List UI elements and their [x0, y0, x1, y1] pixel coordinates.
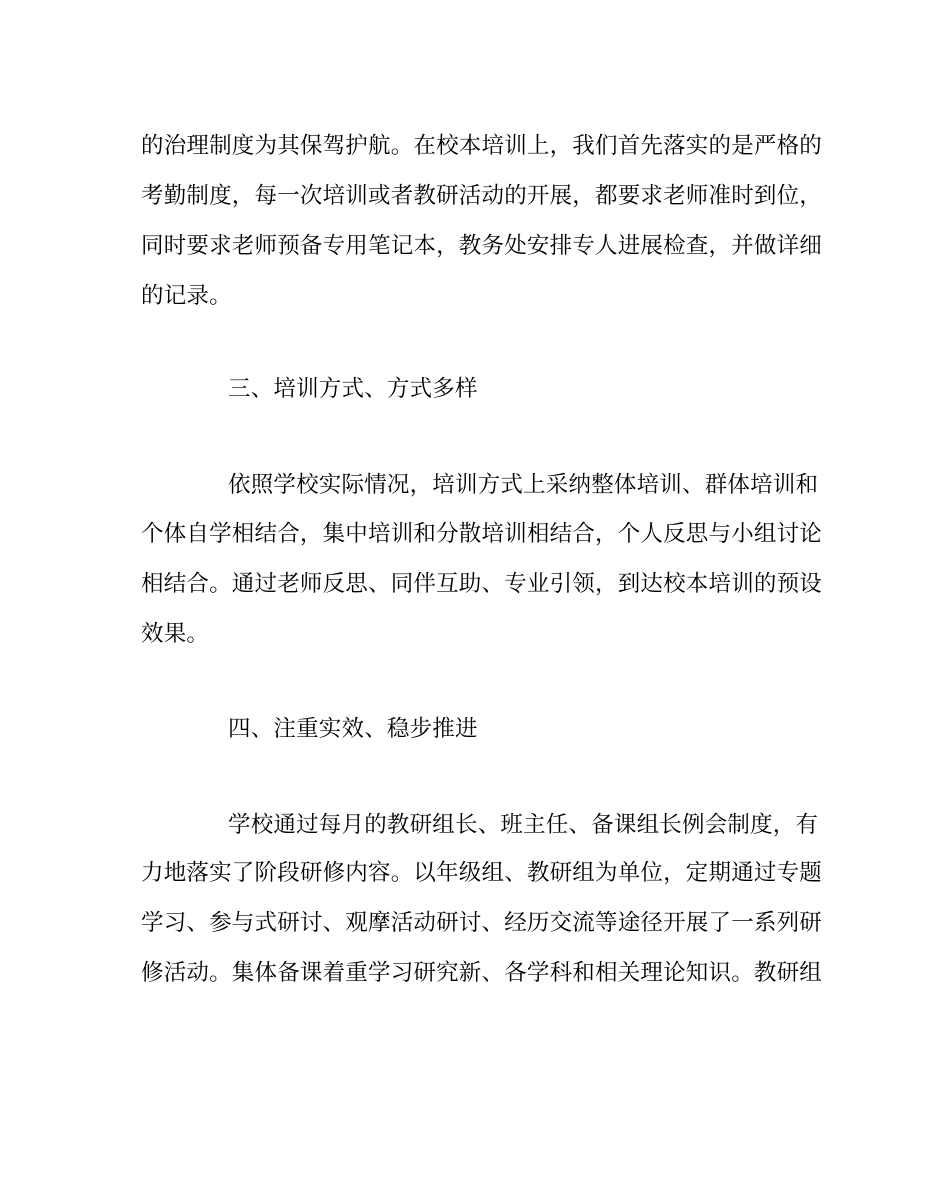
- paragraph-2-line-3: 相结合。通过老师反思、同伴互助、专业引领，到达校本培训的预设: [141, 571, 823, 597]
- paragraph-1-line-1: 的治理制度为其保驾护航。在校本培训上，我们首先落实的是严格的: [141, 133, 823, 159]
- section-heading-4: 四、注重实效、稳步推进: [228, 716, 478, 742]
- paragraph-2-line-1: 依照学校实际情况，培训方式上采纳整体培训、群体培训和: [228, 472, 819, 498]
- paragraph-2-line-2: 个体自学相结合，集中培训和分散培训相结合，个人反思与小组讨论: [141, 521, 823, 547]
- section-heading-3: 三、培训方式、方式多样: [228, 376, 478, 402]
- paragraph-1-line-4: 的记录。: [141, 283, 232, 309]
- paragraph-3-line-2: 力地落实了阶段研修内容。以年级组、教研组为单位，定期通过专题: [141, 860, 823, 886]
- paragraph-3-line-4: 修活动。集体备课着重学习研究新、各学科和相关理论知识。教研组: [141, 960, 823, 986]
- paragraph-1-line-2: 考勤制度，每一次培训或者教研活动的开展，都要求老师准时到位，: [141, 183, 823, 209]
- paragraph-3-line-1: 学校通过每月的教研组长、班主任、备课组长例会制度，有: [228, 812, 819, 838]
- paragraph-3-line-3: 学习、参与式研讨、观摩活动研讨、经历交流等途径开展了一系列研: [141, 910, 823, 936]
- paragraph-2-line-4: 效果。: [141, 621, 210, 647]
- paragraph-1-line-3: 同时要求老师预备专用笔记本，教务处安排专人进展检查，并做详细: [141, 233, 823, 259]
